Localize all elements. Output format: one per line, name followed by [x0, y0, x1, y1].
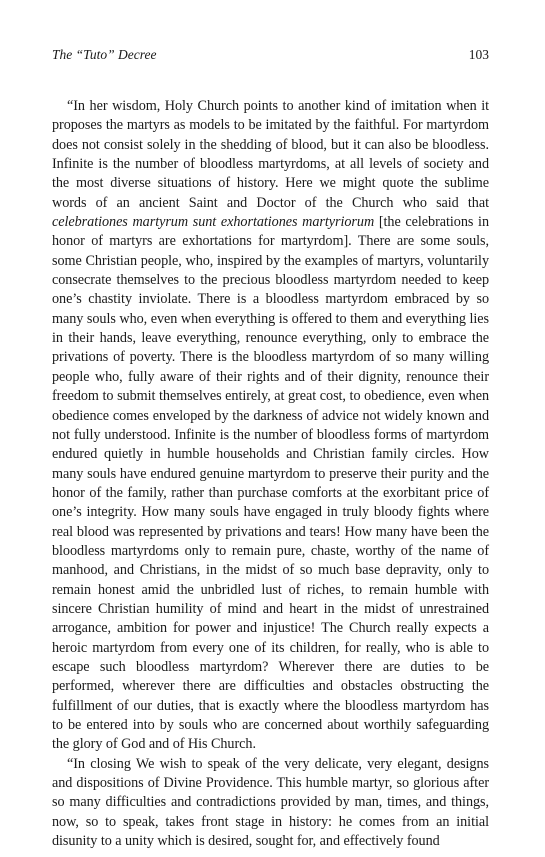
paragraph-text-before-italic: “In her wisdom, Holy Church points to another kind of imitation when it proposes the martyrs as models to be imitated by the faithful. For martyrdom does not consist solely in the shedding of blood, but it can also be bloodless. Infinite is the number of bloodless martyrdoms, at all levels of society and the most diverse situations of history. Here we might quote the sublime words of an ancient Saint and Doctor of the Church who said that — [52, 98, 489, 211]
running-head — [52, 47, 489, 67]
book-page — [52, 47, 489, 851]
running-title: The “Tuto” Decree — [52, 47, 157, 62]
paragraph-martyrdom — [52, 97, 489, 755]
page-number: 103 — [468, 47, 489, 62]
latin-quotation: celebrationes martyrum sunt exhortationes martyriorum — [52, 214, 375, 231]
paragraph-closing: “In closing We wish to speak of the very delicate, very elegant, designs and dispositions of Divine Providence. This humble martyr, so glorious after so many difficulties and contradictions provided by man, times, and things, now, so to speak, takes front stage in history: he comes from an initial disunity to a unity which is desired, sought for, and effectively found — [52, 755, 489, 850]
paragraph-text-after-italic: [the celebrations in honor of martyrs are exhortations for martyrdom]. There are some souls, some Christian people, who, inspired by the examples of martyrs, voluntarily consecrate themselves to the precious bloodless martyrdom needed to keep one’s chastity inviolate. There is a bloodless martyrdom embraced by so many souls who, even when everything is offered to them and everything lies in their hands, leave everything, renounce everything, only to embrace the privations of poverty. There is the bloodless martyrdom of so many willing people who, fully aware of their rights and of their dignity, renounce their freedom to submit themselves entirely, at great cost, to obedience, even when obedience comes enveloped by the darkness of advice not widely known and not fully understood. Infinite is the number of bloodless forms of martyrdom endured quietly in humble households and Christian family circles. How many souls have endured genuine martyrdom to preserve their purity and the honor of the family, rather than purchase comforts at the exorbitant price of one’s integrity. How many souls have engaged in truly bloody fights where real blood was represented by privations and tears! How many have been the bloodless martyrdoms only to remain pure, chaste, worthy of the name of manhood, and Christians, in the midst of so much base depravity, only to remain honest amid the unbridled lust of riches, to remain humble with sincere Christian humility of mind and heart in the midst of unrestrained arrogance, ambition for power and injustice! The Church really expects a heroic martyrdom from every one of its children, for really, who is able to escape such bloodless martyrdom? Wherever there are duties to be performed, wherever there are difficulties and obstacles obstructing the fulfillment of our duties, that is exactly where the bloodless martyrdom has to be entered into by souls who are concerned about worthily safeguarding the glory of God and of His Church. — [52, 214, 489, 753]
body-text — [52, 97, 489, 851]
